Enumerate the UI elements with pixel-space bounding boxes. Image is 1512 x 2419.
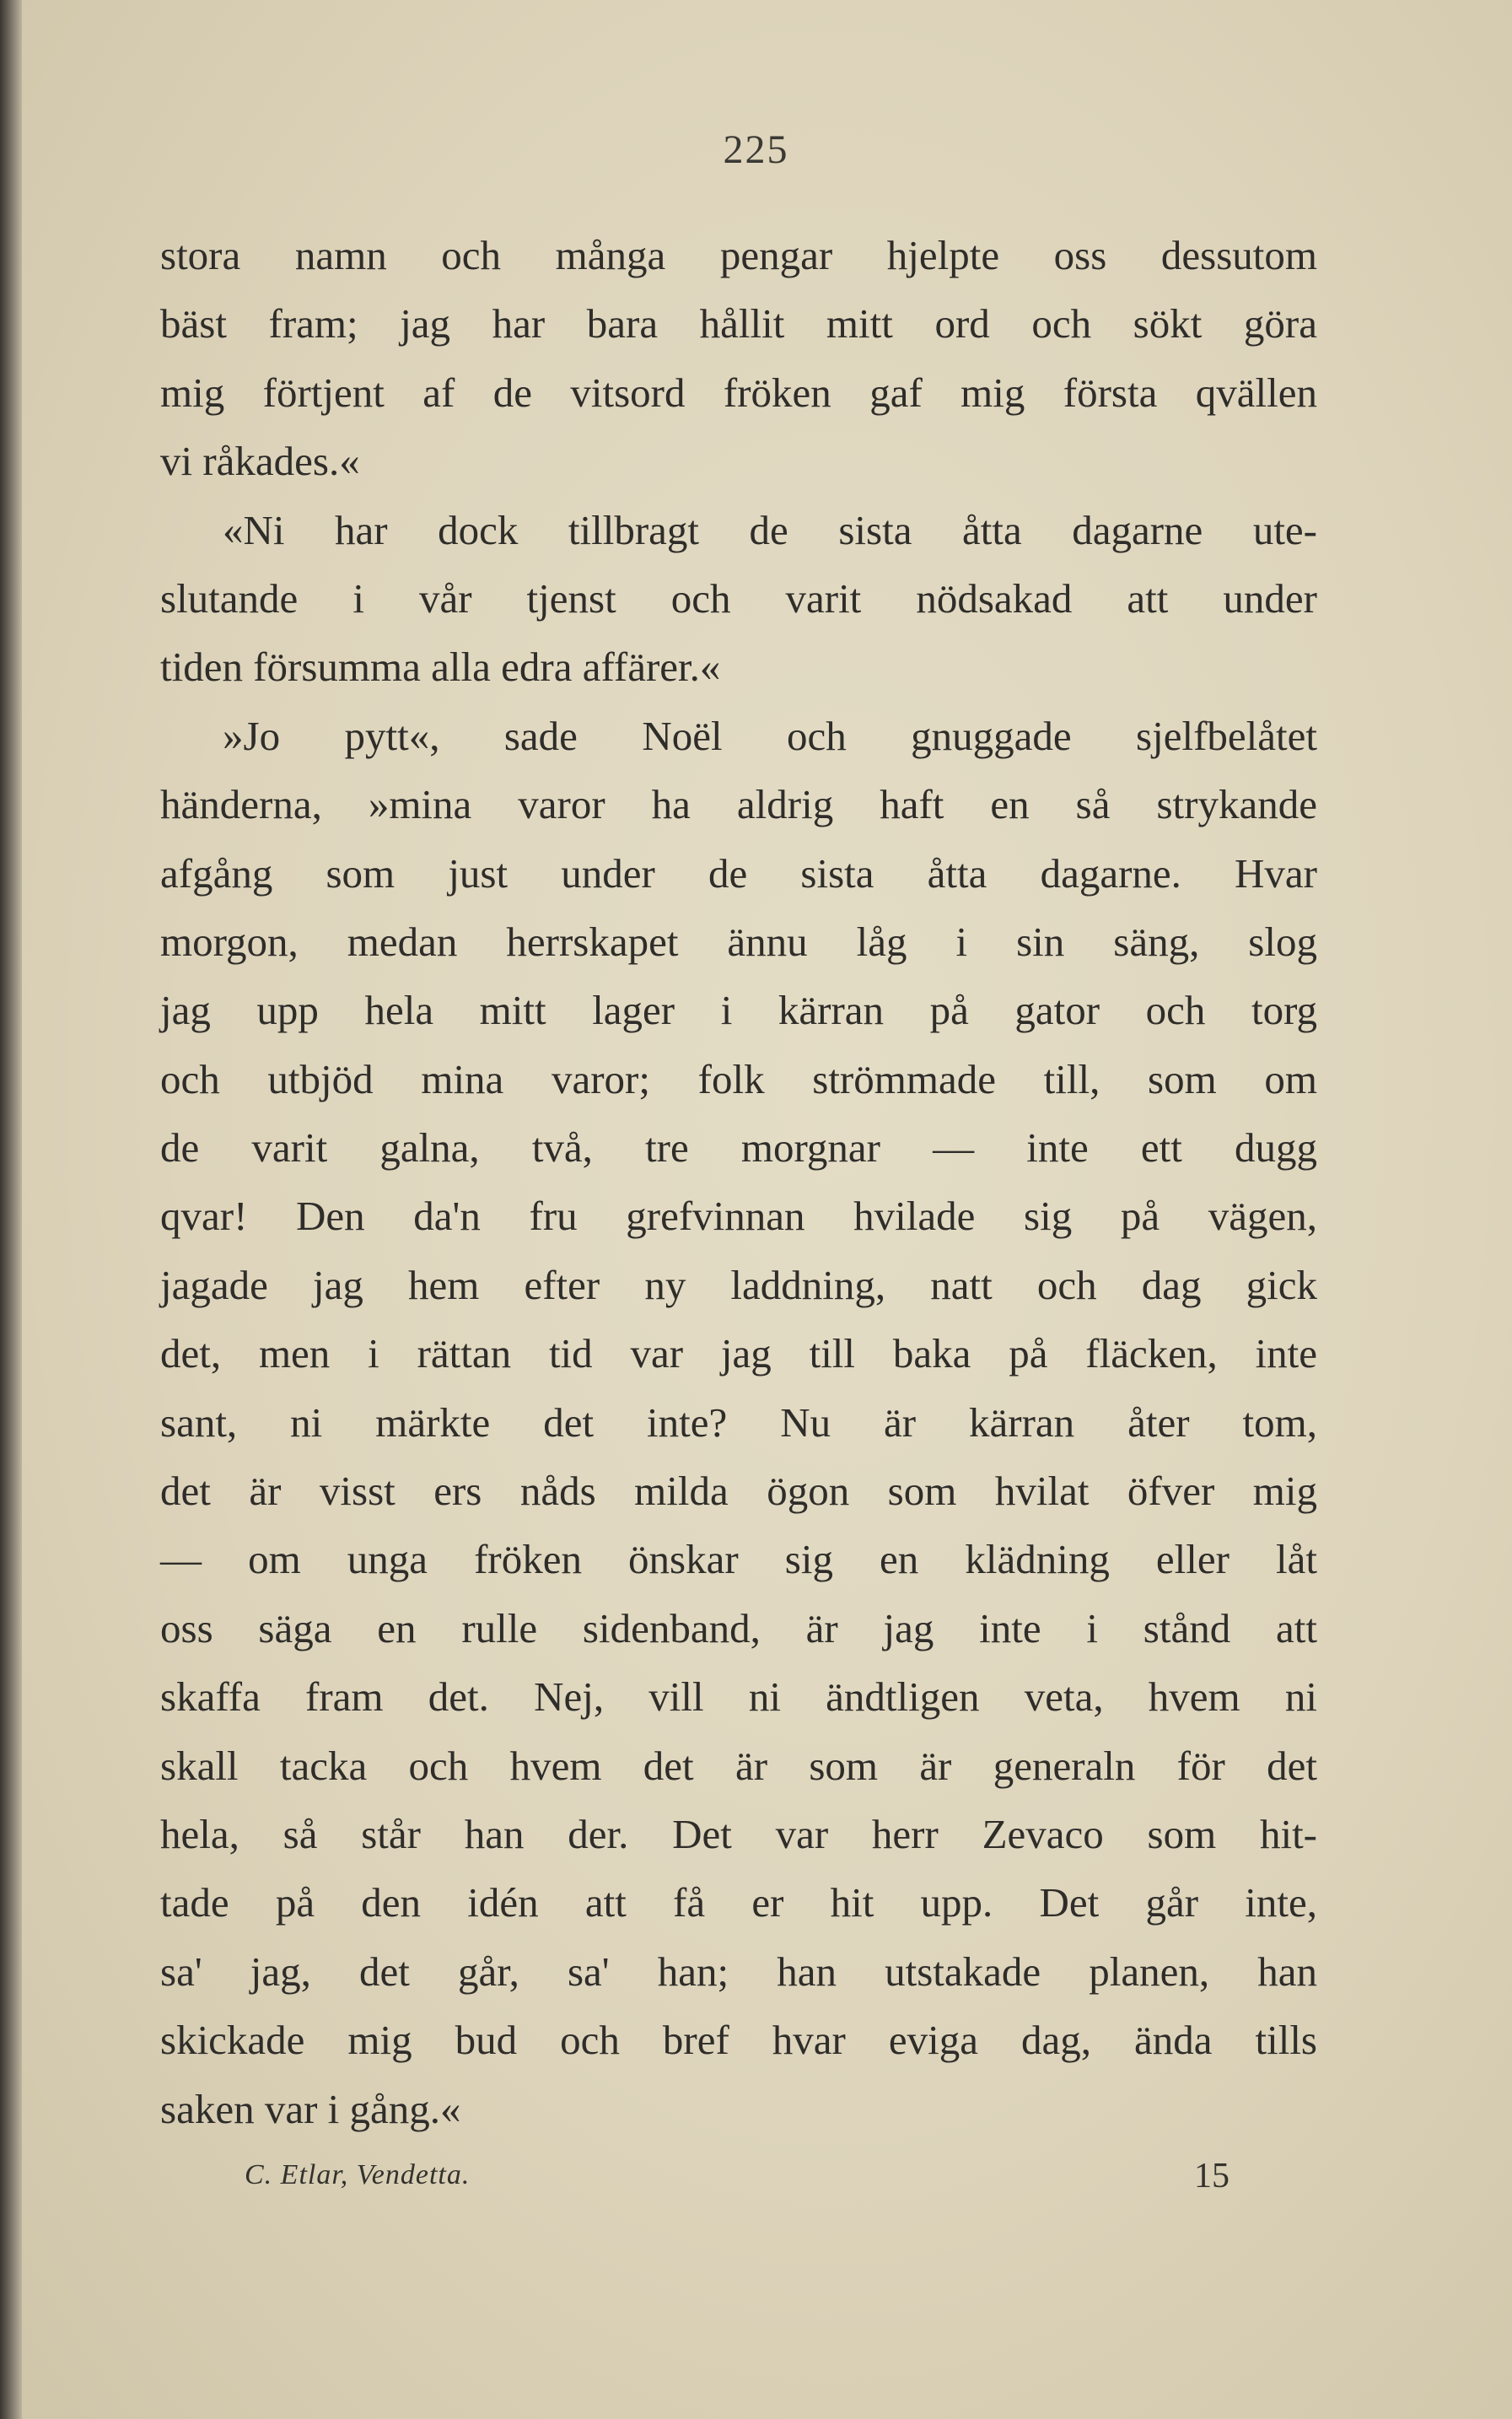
text-line: skall tacka och hvem det är som är generaln för det (160, 1742, 1317, 1789)
text-line: jag upp hela mitt lager i kärran på gator och torg (160, 987, 1317, 1034)
text-line: tade på den idén att få er hit upp. Det går inte, (160, 1879, 1317, 1926)
body-text (160, 221, 1317, 2143)
page-footer (160, 2159, 1256, 2210)
text-line: tiden försumma alla edra affärer.« (160, 644, 721, 691)
text-line: det är visst ers nåds milda ögon som hvilat öfver mig (160, 1468, 1317, 1515)
page-number: 225 (723, 127, 789, 172)
text-line: sa' jag, det går, sa' han; han utstakade planen, han (160, 1948, 1317, 1995)
text-line: saken var i gång.« (160, 2085, 461, 2132)
text-line: skaffa fram det. Nej, vill ni ändtligen veta, hvem ni (160, 1673, 1317, 1721)
text-line: bäst fram; jag har bara hållit mitt ord och sökt göra (160, 300, 1317, 347)
text-line: oss säga en rulle sidenband, är jag inte i stånd att (160, 1604, 1317, 1651)
text-line: »Jo pytt«, sade Noël och gnuggade sjelfbelåtet (223, 712, 1317, 759)
text-line: hela, så står han der. Det var herr Zevaco som hit- (160, 1810, 1317, 1857)
book-spine-shadow (0, 0, 22, 2419)
text-line: vi råkades.« (160, 438, 360, 485)
signature-mark: 15 (1194, 2157, 1230, 2195)
text-line: qvar! Den da'n fru grefvinnan hvilade sig på vägen, (160, 1193, 1317, 1240)
text-line: de varit galna, två, tre morgnar — inte ett dugg (160, 1124, 1317, 1172)
text-line: händerna, »mina varor ha aldrig haft en så strykande (160, 781, 1317, 828)
text-line: mig förtjent af de vitsord fröken gaf mig första qvällen (160, 369, 1317, 416)
text-line: jagade jag hem efter ny laddning, natt och dag gick (160, 1261, 1317, 1308)
text-line: slutande i vår tjenst och varit nödsakad att under (160, 574, 1317, 622)
text-line: och utbjöd mina varor; folk strömmade till, som om (160, 1055, 1317, 1102)
signature-line: C. Etlar, Vendetta. (245, 2159, 471, 2190)
text-line: afgång som just under de sista åtta dagarne. Hvar (160, 849, 1317, 897)
text-line: — om unga fröken önskar sig en klädning eller låt (160, 1536, 1317, 1583)
text-line: «Ni har dock tillbragt de sista åtta dagarne ute- (223, 506, 1317, 553)
text-line: sant, ni märkte det inte? Nu är kärran åter tom, (160, 1398, 1317, 1446)
text-line: morgon, medan herrskapet ännu låg i sin säng, slog (160, 918, 1317, 965)
text-line: skickade mig bud och bref hvar eviga dag, ända tills (160, 2017, 1317, 2064)
text-line: det, men i rättan tid var jag till baka på fläcken, inte (160, 1330, 1317, 1377)
text-line: stora namn och många pengar hjelpte oss dessutom (160, 232, 1317, 278)
